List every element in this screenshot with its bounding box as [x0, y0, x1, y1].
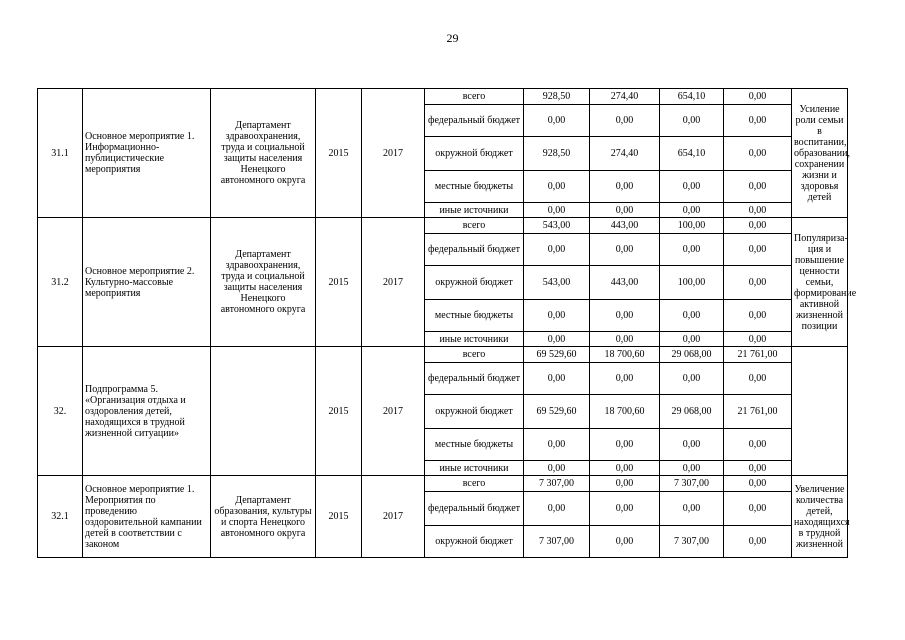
funding-value: 21 761,00	[724, 347, 792, 363]
funding-value: 543,00	[524, 266, 590, 300]
responsible-department: Департамент здравоохранения, труда и социальной защиты населения Ненецкого автономного округа	[211, 218, 316, 347]
funding-value: 0,00	[590, 171, 660, 203]
funding-value: 100,00	[660, 218, 724, 234]
funding-value: 0,00	[660, 171, 724, 203]
start-year: 2015	[316, 347, 362, 476]
funding-value: 274,40	[590, 89, 660, 105]
funding-value: 0,00	[660, 429, 724, 461]
funding-value: 7 307,00	[660, 476, 724, 492]
funding-value: 928,50	[524, 89, 590, 105]
funding-source: иные источники	[425, 332, 524, 347]
funding-value: 0,00	[590, 300, 660, 332]
row-number: 32.1	[38, 476, 83, 558]
expected-result: Увеличение количества детей, находящихся в трудной жизненной	[792, 476, 848, 558]
funding-value: 0,00	[524, 461, 590, 476]
end-year: 2017	[362, 89, 425, 218]
funding-source: федеральный бюджет	[425, 492, 524, 526]
table-row	[38, 476, 848, 492]
funding-source: федеральный бюджет	[425, 363, 524, 395]
funding-value: 0,00	[524, 429, 590, 461]
funding-value: 18 700,60	[590, 347, 660, 363]
funding-value: 0,00	[724, 218, 792, 234]
responsible-department: Департамент образования, культуры и спорта Ненецкого автономного округа	[211, 476, 316, 558]
funding-value: 0,00	[590, 492, 660, 526]
funding-value: 0,00	[524, 492, 590, 526]
funding-value: 18 700,60	[590, 395, 660, 429]
funding-value: 0,00	[660, 332, 724, 347]
start-year: 2015	[316, 218, 362, 347]
funding-source: иные источники	[425, 461, 524, 476]
responsible-department	[211, 347, 316, 476]
funding-value: 0,00	[590, 203, 660, 218]
funding-source: местные бюджеты	[425, 300, 524, 332]
funding-value: 0,00	[590, 105, 660, 137]
responsible-department: Департамент здравоохранения, труда и социальной защиты населения Ненецкого автономного округа	[211, 89, 316, 218]
funding-value: 0,00	[660, 492, 724, 526]
funding-value: 0,00	[524, 203, 590, 218]
funding-value: 0,00	[590, 234, 660, 266]
funding-value: 0,00	[660, 363, 724, 395]
funding-value: 0,00	[590, 461, 660, 476]
end-year: 2017	[362, 218, 425, 347]
funding-value: 0,00	[660, 461, 724, 476]
funding-value: 0,00	[524, 234, 590, 266]
funding-value: 0,00	[724, 476, 792, 492]
funding-value: 0,00	[524, 363, 590, 395]
funding-value: 654,10	[660, 89, 724, 105]
expected-result	[792, 347, 848, 476]
funding-source: всего	[425, 218, 524, 234]
start-year: 2015	[316, 89, 362, 218]
funding-value: 654,10	[660, 137, 724, 171]
end-year: 2017	[362, 476, 425, 558]
funding-value: 7 307,00	[524, 476, 590, 492]
funding-value: 0,00	[590, 363, 660, 395]
funding-source: федеральный бюджет	[425, 234, 524, 266]
funding-value: 0,00	[590, 476, 660, 492]
end-year: 2017	[362, 347, 425, 476]
funding-value: 443,00	[590, 266, 660, 300]
funding-value: 100,00	[660, 266, 724, 300]
expected-result: Усиление роли семьи в воспитании, образовании, сохранении жизни и здоровья детей	[792, 89, 848, 218]
funding-value: 0,00	[724, 171, 792, 203]
funding-source: всего	[425, 347, 524, 363]
funding-value: 0,00	[724, 363, 792, 395]
funding-value: 274,40	[590, 137, 660, 171]
funding-value: 0,00	[524, 300, 590, 332]
funding-value: 0,00	[590, 332, 660, 347]
funding-value: 0,00	[724, 137, 792, 171]
row-number: 32.	[38, 347, 83, 476]
funding-value: 21 761,00	[724, 395, 792, 429]
funding-value: 0,00	[724, 332, 792, 347]
funding-source: окружной бюджет	[425, 395, 524, 429]
row-number: 31.2	[38, 218, 83, 347]
funding-value: 0,00	[660, 300, 724, 332]
funding-value: 29 068,00	[660, 347, 724, 363]
program-table	[37, 88, 857, 558]
funding-value: 0,00	[724, 89, 792, 105]
funding-value: 0,00	[590, 526, 660, 558]
funding-value: 0,00	[724, 429, 792, 461]
funding-value: 0,00	[660, 203, 724, 218]
funding-value: 0,00	[724, 266, 792, 300]
funding-value: 543,00	[524, 218, 590, 234]
funding-value: 7 307,00	[660, 526, 724, 558]
table-row	[38, 89, 848, 105]
funding-source: окружной бюджет	[425, 137, 524, 171]
funding-value: 69 529,60	[524, 395, 590, 429]
funding-value: 0,00	[590, 429, 660, 461]
activity-name: Основное мероприятие 2. Культурно-массовые мероприятия	[83, 218, 211, 347]
row-number: 31.1	[38, 89, 83, 218]
activity-name: Основное мероприятие 1. Информационно-публицистические мероприятия	[83, 89, 211, 218]
funding-value: 0,00	[524, 332, 590, 347]
activity-name: Основное мероприятие 1. Мероприятия по проведению оздоровительной кампании детей в соответствии с законом	[83, 476, 211, 558]
funding-source: окружной бюджет	[425, 266, 524, 300]
page-number: 29	[446, 31, 459, 45]
funding-value: 928,50	[524, 137, 590, 171]
funding-value: 0,00	[724, 105, 792, 137]
funding-source: иные источники	[425, 203, 524, 218]
funding-value: 0,00	[660, 234, 724, 266]
activity-name: Подпрограмма 5. «Организация отдыха и оздоровления детей, находящихся в трудной жизненной ситуации»	[83, 347, 211, 476]
funding-value: 0,00	[724, 492, 792, 526]
funding-value: 0,00	[660, 105, 724, 137]
start-year: 2015	[316, 476, 362, 558]
funding-value: 29 068,00	[660, 395, 724, 429]
funding-value: 0,00	[724, 461, 792, 476]
funding-source: местные бюджеты	[425, 429, 524, 461]
expected-result: Популяриза-ция и повышение ценности семьи, формирование активной жизненной позиции	[792, 218, 848, 347]
funding-value: 0,00	[524, 171, 590, 203]
table-row	[38, 347, 848, 363]
funding-source: местные бюджеты	[425, 171, 524, 203]
funding-value: 0,00	[724, 300, 792, 332]
funding-value: 443,00	[590, 218, 660, 234]
funding-source: всего	[425, 476, 524, 492]
funding-value: 0,00	[524, 105, 590, 137]
funding-value: 0,00	[724, 203, 792, 218]
funding-source: всего	[425, 89, 524, 105]
funding-source: окружной бюджет	[425, 526, 524, 558]
funding-value: 69 529,60	[524, 347, 590, 363]
funding-value: 0,00	[724, 526, 792, 558]
funding-source: федеральный бюджет	[425, 105, 524, 137]
table-row	[38, 218, 848, 234]
funding-value: 7 307,00	[524, 526, 590, 558]
funding-value: 0,00	[724, 234, 792, 266]
